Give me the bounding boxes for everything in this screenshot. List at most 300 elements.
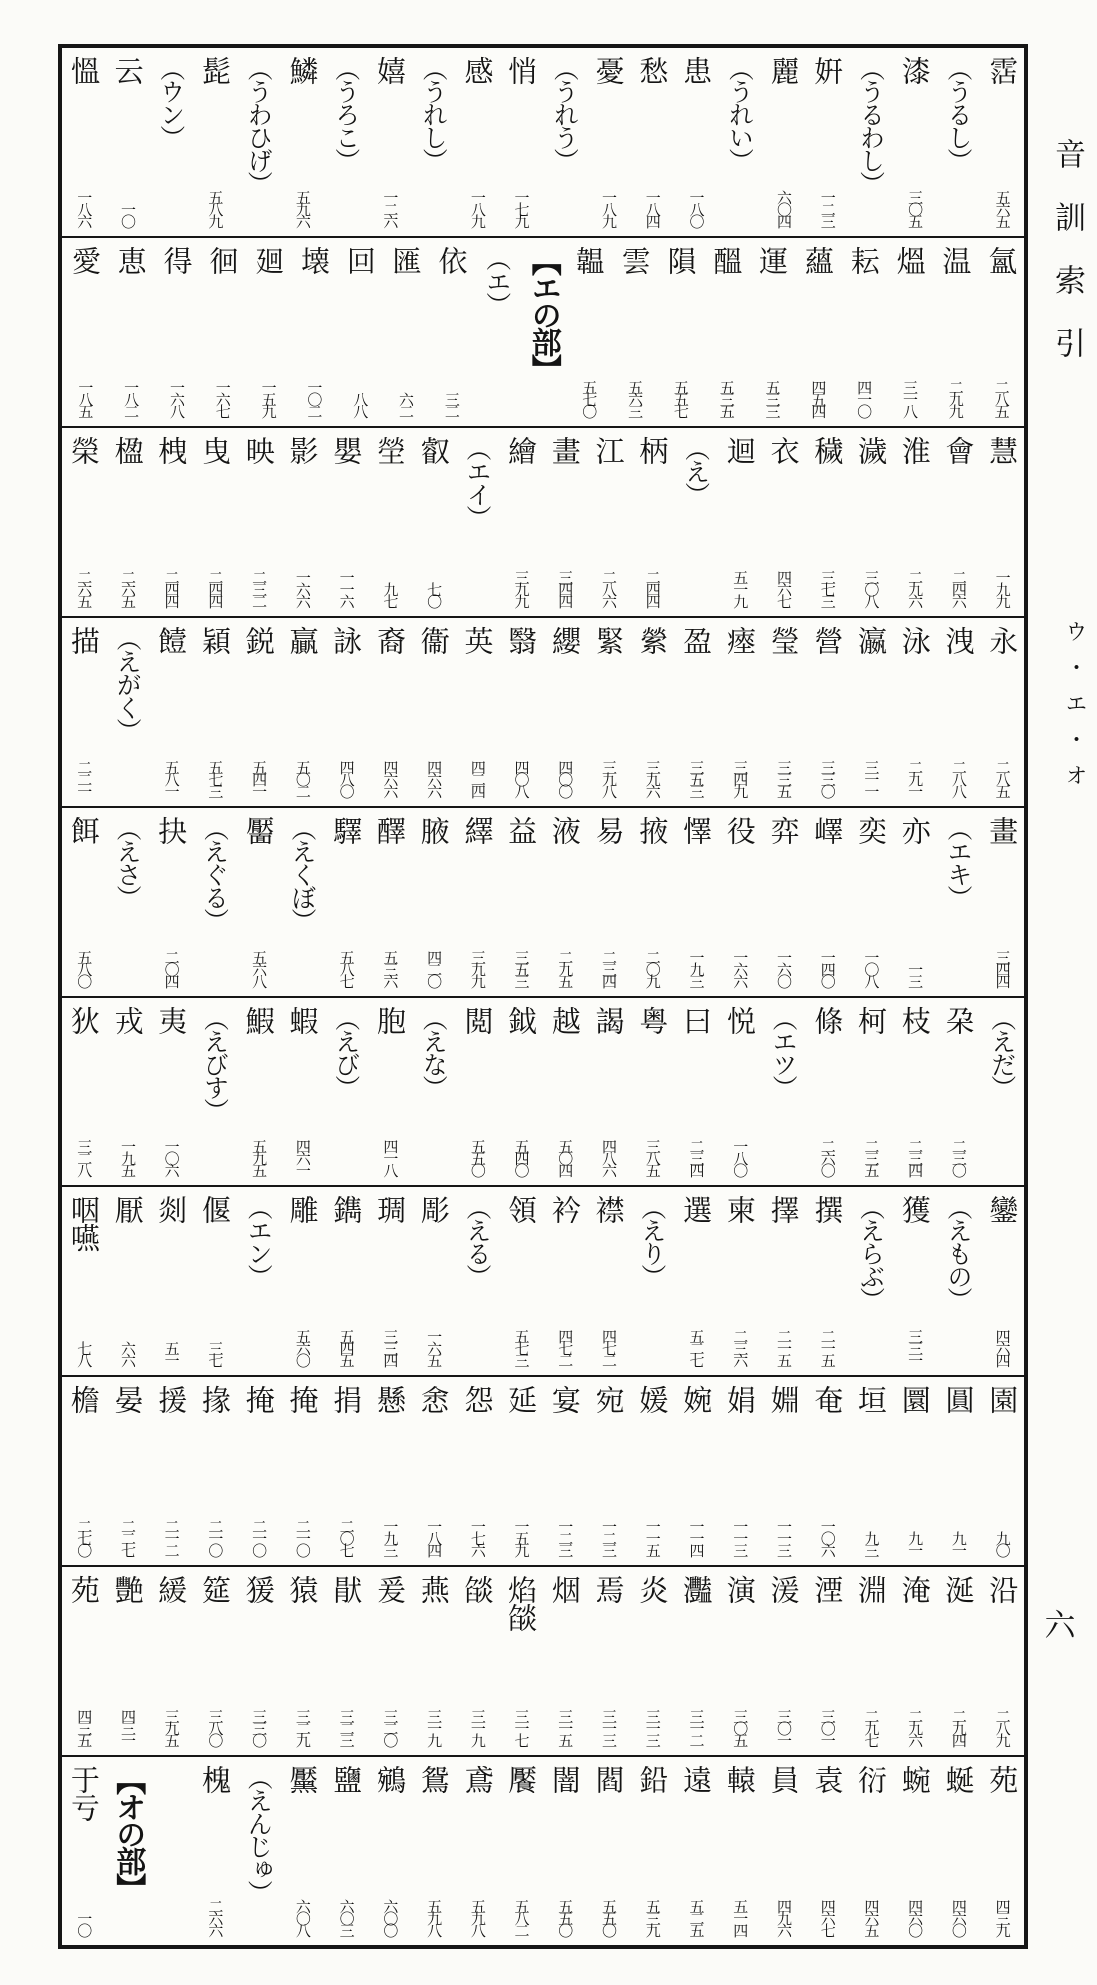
page-ref: 一〇六	[818, 1519, 837, 1556]
reading-entry	[324, 998, 368, 1186]
entry-text: 悆	[416, 1385, 451, 1414]
entry-text: 依	[434, 245, 469, 274]
entry-text: 宴	[547, 1385, 582, 1414]
entry-text: （えんじゅ）	[244, 1765, 274, 1904]
kanji-entry	[455, 808, 499, 996]
entry-text: （えらぶ）	[856, 1195, 886, 1311]
index-band	[62, 48, 1024, 238]
kanji-entry	[805, 1377, 849, 1565]
index-band	[62, 998, 1024, 1188]
index-band	[62, 1187, 1024, 1377]
kanji-entry	[237, 998, 281, 1186]
page-ref: 五七〇	[580, 379, 599, 416]
kanji-entry	[674, 998, 718, 1186]
page-ref: 二一二	[162, 1519, 181, 1556]
entry-text: 營	[810, 625, 845, 654]
entry-text: 剡	[154, 1195, 189, 1224]
page-ref: 五二七	[687, 1329, 706, 1366]
entry-text: 饜	[504, 1765, 539, 1794]
kanji-entry	[718, 428, 762, 616]
page-ref: 一八二	[122, 379, 141, 416]
reading-entry	[630, 1187, 674, 1375]
page-ref: 六二	[397, 391, 416, 416]
kanji-entry	[193, 1567, 237, 1755]
kanji-entry	[630, 618, 674, 806]
kanji-entry	[281, 1757, 325, 1945]
kanji-entry	[245, 238, 291, 426]
kanji-entry	[630, 48, 674, 236]
entry-text: 夷	[154, 1005, 189, 1034]
kanji-entry	[149, 1567, 193, 1755]
page-ref: 二九九	[946, 379, 965, 416]
kanji-entry	[62, 998, 106, 1186]
entry-text: 栧	[154, 435, 189, 464]
page-ref: 一九五	[118, 1139, 137, 1176]
entry-text: 淮	[897, 435, 932, 464]
page-ref: 五六五	[993, 189, 1012, 226]
kanji-entry	[193, 1757, 237, 1945]
entry-text: 鑾	[985, 1195, 1020, 1224]
page-ref: 四六六	[425, 759, 444, 796]
kanji-entry	[630, 808, 674, 996]
entry-text: 掩	[241, 1385, 276, 1414]
kanji-entry	[887, 238, 933, 426]
entry-text: 穢	[810, 435, 845, 464]
page-ref: 一八四	[643, 189, 662, 226]
kanji-entry	[937, 618, 981, 806]
kanji-entry	[980, 48, 1024, 236]
kanji-entry	[324, 1377, 368, 1565]
kanji-entry	[893, 1757, 937, 1945]
entry-text: 闇	[547, 1765, 582, 1794]
page-ref: 一四〇	[818, 949, 837, 986]
entry-text: 涎	[941, 1575, 976, 1604]
kanji-entry	[630, 1567, 674, 1755]
page-ref: 一八〇	[687, 189, 706, 226]
entry-text: 檐	[66, 1385, 101, 1414]
page-ref: 四二四	[468, 759, 487, 796]
entry-text: 鋭	[241, 625, 276, 654]
entry-text: 枝	[897, 1005, 932, 1034]
kanji-entry	[237, 1377, 281, 1565]
kanji-entry	[805, 1757, 849, 1945]
entry-text: 鐫	[329, 1195, 364, 1224]
kanji-entry	[193, 48, 237, 236]
entry-text: 濊	[854, 435, 889, 464]
page-ref: 六〇四	[774, 189, 793, 226]
page-ref: 四三五	[75, 1709, 94, 1746]
section-heading	[520, 238, 566, 426]
entry-text: 温	[938, 245, 973, 274]
kanji-entry	[718, 998, 762, 1186]
entry-text: 于亏	[66, 1765, 101, 1822]
entry-text: 謁	[591, 1005, 626, 1034]
page-ref: 一八〇	[731, 1139, 750, 1176]
entry-text: 選	[679, 1195, 714, 1224]
page-ref: 一九三	[687, 949, 706, 986]
page-ref: 九三	[862, 1531, 881, 1556]
reading-entry	[106, 618, 150, 806]
kanji-entry	[106, 428, 150, 616]
kanji-entry	[149, 428, 193, 616]
page-ref: 一〇八	[862, 949, 881, 986]
kanji-entry	[499, 1187, 543, 1375]
kanji-entry	[937, 1567, 981, 1755]
entry-text: 感	[460, 56, 495, 84]
kanji-entry	[543, 998, 587, 1186]
page-ref: 一八九	[468, 189, 487, 226]
page-ref: 二一五	[774, 1329, 793, 1366]
entry-text: 緩	[154, 1575, 189, 1604]
section-heading-text: 【オの部】	[110, 1765, 146, 1901]
kanji-entry	[62, 48, 106, 236]
entry-text: 淵	[854, 1575, 889, 1604]
kanji-entry	[718, 618, 762, 806]
page-ref: 一八六	[75, 189, 94, 226]
page-ref: 三八〇	[206, 1709, 225, 1746]
page-ref: 三二	[442, 391, 461, 416]
reading-entry	[980, 998, 1024, 1186]
page-ref: 二九六	[906, 1709, 925, 1746]
page-ref: 三三一	[906, 1329, 925, 1366]
entry-text: 瀛	[854, 625, 889, 654]
page-ref: 四六七	[818, 1899, 837, 1936]
entry-text: 黶	[285, 1765, 320, 1794]
entry-text: 延	[504, 1385, 539, 1414]
page-ref: 四五四	[809, 379, 828, 416]
running-title: 音訓索引	[1049, 138, 1085, 390]
page-ref: 五八九	[206, 189, 225, 226]
page-ref: 四八六	[600, 1139, 619, 1176]
page-ref: 三〇五	[906, 189, 925, 226]
kanji-entry	[543, 808, 587, 996]
entry-text: 蘊	[800, 245, 835, 274]
entry-text: （えくぼ）	[288, 815, 317, 931]
reading-entry	[849, 48, 893, 236]
entry-text: 回	[342, 245, 377, 274]
entry-text: 饐	[154, 625, 189, 654]
page-ref: 二四四	[162, 569, 181, 606]
page-ref: 二九六	[906, 569, 925, 606]
kanji-entry	[324, 1187, 368, 1375]
entry-text: 抉	[154, 815, 189, 844]
page-ref: 一〇二	[305, 379, 324, 416]
entry-text: 蜒	[941, 1765, 976, 1794]
entry-text: 匯	[388, 245, 423, 274]
kanji-entry	[587, 48, 631, 236]
kanji-entry	[893, 998, 937, 1186]
kanji-entry	[412, 618, 456, 806]
kanji-entry	[849, 1757, 893, 1945]
kanji-entry	[368, 998, 412, 1186]
page-ref: 三一二	[687, 1709, 706, 1746]
kanji-entry	[795, 238, 841, 426]
page-ref: 一八九	[600, 189, 619, 226]
entry-text: 隕	[663, 245, 698, 274]
entry-text: 苑	[985, 1765, 1020, 1794]
entry-text: 嶧	[810, 815, 845, 844]
entry-text: （え）	[681, 435, 711, 505]
kanji-entry	[281, 1187, 325, 1375]
entry-text: 憂	[591, 56, 626, 84]
index-band	[62, 1567, 1024, 1757]
kanji-entry	[805, 1187, 849, 1375]
kanji-entry	[237, 808, 281, 996]
kanji-entry	[630, 1757, 674, 1945]
reading-entry	[237, 1187, 281, 1375]
entry-text: 益	[504, 815, 539, 844]
entry-text: 鵷	[372, 1765, 407, 1794]
entry-text: 患	[679, 56, 714, 84]
kanji-entry	[62, 1567, 106, 1755]
page-ref: 一六〇	[774, 949, 793, 986]
kanji-entry	[62, 1757, 106, 1945]
entry-text: 蜿	[897, 1765, 932, 1794]
entry-text: 捐	[329, 1385, 364, 1414]
entry-text: 液	[547, 815, 582, 844]
kanji-entry	[281, 998, 325, 1186]
page-ref: 二七〇	[75, 1519, 94, 1556]
kanji-entry	[324, 1757, 368, 1945]
entry-text: 迴	[722, 435, 757, 464]
section-heading	[106, 1757, 150, 1945]
entry-text: 媛	[635, 1385, 670, 1414]
entry-text: 袁	[810, 1765, 845, 1794]
kanji-entry	[762, 618, 806, 806]
entry-text: 衣	[766, 435, 801, 464]
entry-text: 恵	[113, 245, 148, 274]
reading-entry	[149, 48, 193, 236]
kanji-entry	[324, 618, 368, 806]
page-ref: 四一八	[381, 1139, 400, 1176]
kanji-entry	[630, 1377, 674, 1565]
page-ref: 一〇	[75, 1911, 94, 1936]
page-ref: 六六	[118, 1341, 137, 1366]
page-ref: 三九六	[643, 759, 662, 796]
page-ref: 五七三	[512, 1329, 531, 1366]
page-ref: 四六七	[774, 569, 793, 606]
page-ref: 三九九	[468, 949, 487, 986]
page-ref: 六〇〇	[381, 1899, 400, 1936]
kanji-entry	[762, 1757, 806, 1945]
page-ref: 三一七	[512, 1709, 531, 1746]
entry-text: 映	[241, 435, 276, 464]
entry-text: 朶	[941, 1005, 976, 1034]
page-ref: 六〇八	[293, 1899, 312, 1936]
entry-text: 轅	[722, 1765, 757, 1794]
kanji-entry	[193, 1377, 237, 1565]
entry-text: 畫	[547, 435, 582, 464]
page-ref: 四八〇	[337, 759, 356, 796]
page-ref: 一五九	[259, 379, 278, 416]
page-ref: 二三五	[862, 1139, 881, 1176]
page-ref: 二四四	[643, 569, 662, 606]
page-ref: 四六〇	[949, 1899, 968, 1936]
entry-text: 晏	[110, 1385, 145, 1414]
kanji-entry	[281, 618, 325, 806]
page-ref: 三〇五	[731, 1709, 750, 1746]
entry-text: （ウン）	[156, 56, 186, 148]
entry-text: 徊	[205, 245, 240, 274]
reading-entry	[193, 998, 237, 1186]
page-ref: 一〇	[118, 201, 137, 226]
entry-text: 領	[504, 1195, 539, 1224]
entry-text: 穎	[198, 625, 233, 654]
page-ref: 三一三	[643, 1709, 662, 1746]
page-ref: 三九五	[162, 1709, 181, 1746]
entry-text: 湲	[766, 1575, 801, 1604]
kanji-entry	[499, 1377, 543, 1565]
entry-text: 爰	[372, 1575, 407, 1604]
kanji-entry	[543, 428, 587, 616]
entry-text: 詠	[329, 625, 364, 654]
page-ref: 五三六	[381, 949, 400, 986]
page-ref: 四六〇	[906, 1899, 925, 1936]
reading-entry	[937, 1187, 981, 1375]
kanji-entry	[718, 808, 762, 996]
entry-text: 宛	[591, 1385, 626, 1414]
entry-text: 閲	[460, 1005, 495, 1034]
page-ref: 五五〇	[600, 1899, 619, 1936]
page-ref: 二八六	[600, 569, 619, 606]
page-ref: 九一	[949, 1531, 968, 1556]
page-ref: 一八五	[76, 379, 95, 416]
entry-text: 筵	[198, 1575, 233, 1604]
kanji-entry	[106, 1377, 150, 1565]
page-ref: 一〇六	[162, 1139, 181, 1176]
entry-text: 衿	[547, 1195, 582, 1224]
page-ref: 二二七	[118, 1519, 137, 1556]
page-ref: 二六六	[206, 1899, 225, 1936]
entry-text: （うろこ）	[331, 56, 361, 171]
entry-text: 泳	[897, 625, 932, 654]
kanji-entry	[193, 428, 237, 616]
kanji-entry	[978, 238, 1024, 426]
entry-text: 撰	[810, 1195, 845, 1224]
page-ref: 一六五	[425, 1329, 444, 1366]
kanji-entry	[674, 48, 718, 236]
entry-text: 琱	[372, 1195, 407, 1224]
page-ref: 一六七	[213, 379, 232, 416]
entry-text: 會	[941, 435, 976, 464]
page-ref: 四九六	[774, 1899, 793, 1936]
section-heading-text: 【エの部】	[525, 245, 561, 381]
page-ref: 三三五	[774, 759, 793, 796]
reading-entry	[237, 1757, 281, 1945]
reading-entry	[849, 1187, 893, 1375]
entry-text: 猒	[329, 1575, 364, 1604]
entry-text: 雕	[285, 1195, 320, 1224]
kanji-entry	[762, 48, 806, 236]
kanji-entry	[412, 808, 456, 996]
kanji-entry	[630, 998, 674, 1186]
page-ref: 四七二	[600, 1329, 619, 1366]
kanji-entry	[937, 1757, 981, 1945]
page-ref: 五八七	[337, 949, 356, 986]
entry-text: 柯	[854, 1005, 889, 1034]
kanji-entry	[587, 618, 631, 806]
kanji-entry	[106, 1567, 150, 1755]
entry-text: 閻	[591, 1765, 626, 1794]
kanji-entry	[937, 1377, 981, 1565]
kanji-entry	[762, 1187, 806, 1375]
entry-text: （うれし）	[419, 56, 449, 171]
kanji-entry	[237, 428, 281, 616]
kanji-entry	[281, 1567, 325, 1755]
page-ref: 二四四	[206, 569, 225, 606]
entry-text: 易	[591, 815, 626, 844]
page-ref: 二〇四	[162, 949, 181, 986]
entry-text: 厭	[110, 1195, 145, 1224]
kanji-entry	[543, 1187, 587, 1375]
page-ref: 七八	[75, 1341, 94, 1366]
page-ref: 四三一	[118, 1709, 137, 1746]
kanji-entry	[849, 618, 893, 806]
entry-text: 裔	[372, 625, 407, 654]
entry-text: 湮	[810, 1575, 845, 1604]
entry-text: 雲	[617, 245, 652, 274]
kanji-entry	[281, 48, 325, 236]
kanji-entry	[412, 428, 456, 616]
entry-text: 悦	[722, 1005, 757, 1034]
kanji-entry	[674, 1187, 718, 1375]
page-ref: 五三九	[643, 1899, 662, 1936]
kanji-entry	[149, 1377, 193, 1565]
entry-text: 條	[810, 1005, 845, 1034]
page-ref: 二三〇	[949, 1139, 968, 1176]
page-ref: 三九九	[512, 569, 531, 606]
page-ref: 五一	[162, 1341, 181, 1366]
kanji-entry	[412, 1757, 456, 1945]
entry-text: 贏	[285, 625, 320, 654]
page-ref: 二六〇	[818, 1139, 837, 1176]
entry-text: （えさ）	[113, 815, 143, 908]
entry-text: 焰燄	[504, 1575, 539, 1632]
entry-text: 鉞	[504, 1005, 539, 1034]
kanji-entry	[199, 238, 245, 426]
page-ref: 四〇八	[512, 759, 531, 796]
page-ref: 五二五	[687, 1899, 706, 1936]
kanji-entry	[108, 238, 154, 426]
page-ref: 二〇九	[643, 949, 662, 986]
kanji-entry	[62, 238, 108, 426]
entry-text: （えび）	[331, 1005, 361, 1098]
page-ref: 三八五	[643, 1139, 662, 1176]
kanji-entry	[849, 808, 893, 996]
kanji-entry	[674, 808, 718, 996]
page-ref: 一八四	[425, 1519, 444, 1556]
reading-entry	[193, 808, 237, 996]
entry-text: 靨	[241, 815, 276, 844]
page-ref: 三四九	[731, 759, 750, 796]
entry-text: 翳	[504, 625, 539, 654]
page-ref: 三五三	[512, 949, 531, 986]
entry-text: 嬉	[372, 56, 407, 84]
kanji-entry	[849, 1377, 893, 1565]
kanji-entry	[849, 428, 893, 616]
entry-text: 燕	[416, 1575, 451, 1604]
entry-text: 掖	[635, 815, 670, 844]
page-ref: 五六三	[626, 379, 645, 416]
entry-text: 繹	[460, 815, 495, 844]
entry-text: 婉	[679, 1385, 714, 1414]
page-ref: 五五〇	[556, 1899, 575, 1936]
entry-text: （エイ）	[462, 435, 492, 528]
kanji-entry	[154, 238, 200, 426]
kanji-entry	[980, 1757, 1024, 1945]
reading-entry	[674, 428, 718, 616]
entry-text: 盈	[679, 625, 714, 654]
